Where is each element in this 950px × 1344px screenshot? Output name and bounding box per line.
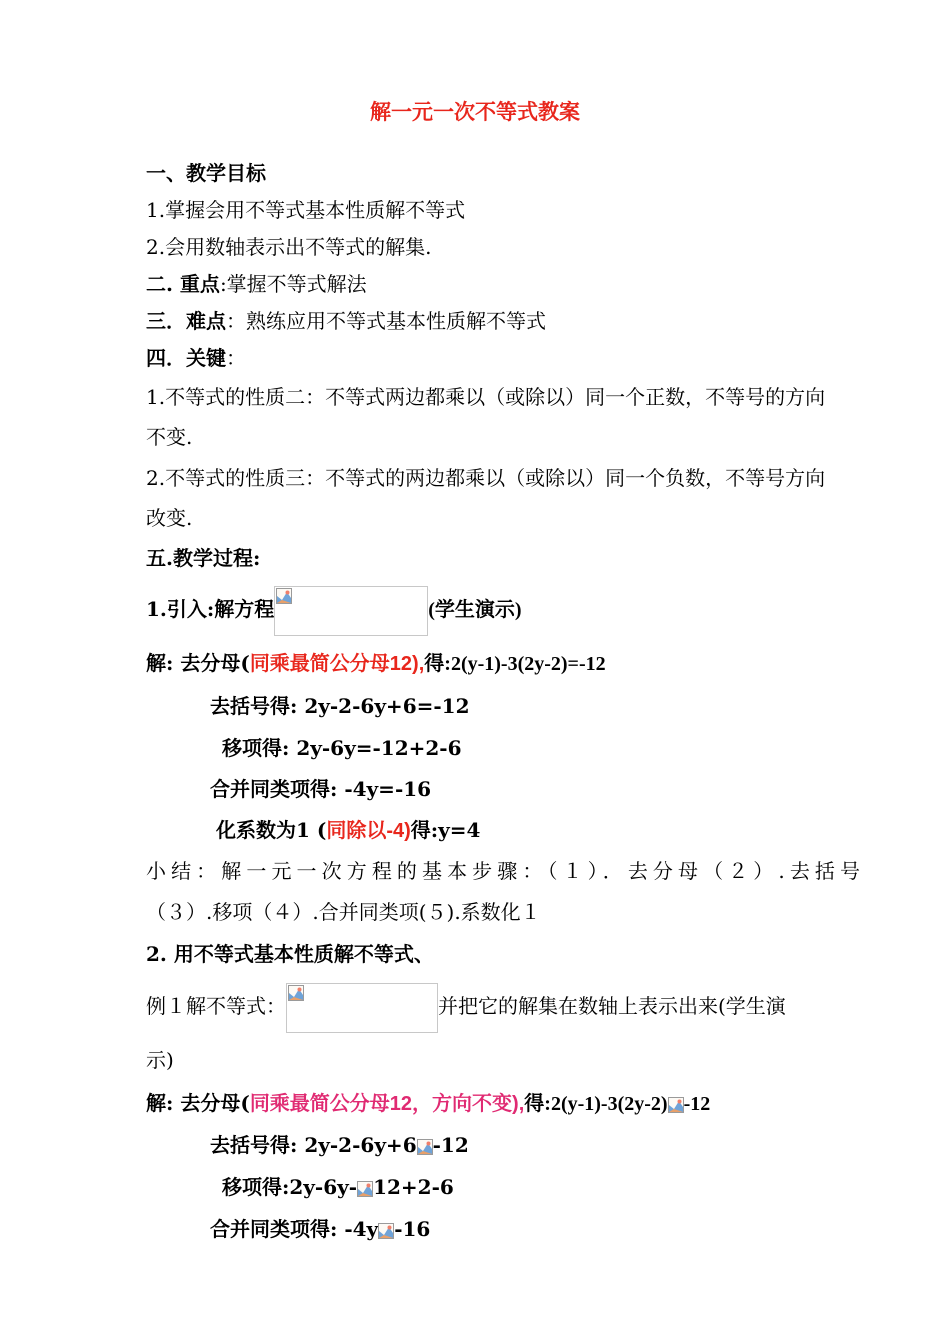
key-colon: ： — [226, 346, 246, 370]
broken-image-icon — [378, 1223, 394, 1239]
move-text: 移项得:2y-6y- — [222, 1175, 358, 1199]
summary-line-2: （３）.移项（４）.合并同类项(５).系数化１ — [146, 900, 541, 924]
section-heading-process: 五.教学过程: — [146, 546, 261, 570]
coefficient-result: 得:y=4 — [410, 818, 481, 842]
solution-1-note: 同乘最简公分母12), — [249, 653, 425, 675]
move-rhs: 12+2-6 — [373, 1175, 454, 1199]
solution-1-step-coefficient — [216, 816, 480, 845]
difficulty-label: 三．难点 — [146, 309, 226, 333]
coefficient-text: 化系数为1 ( — [216, 818, 327, 842]
difficulty-row — [146, 307, 546, 335]
broken-image-icon — [288, 985, 304, 1001]
objective-2: 2.会用数轴表示出不等式的解集. — [146, 235, 432, 259]
property-3-line-1: 2.不等式的性质三：不等式的两边都乘以（或除以）同一个负数，不等号方向 — [146, 466, 826, 490]
solution-2-step-move — [222, 1173, 454, 1201]
solution-1-result: 得:2(y-1)-3(2y-2)=-12 — [424, 653, 606, 675]
solution-2-step-expand — [210, 1131, 469, 1159]
equation-image-placeholder — [274, 586, 428, 636]
broken-image-icon — [668, 1097, 684, 1113]
solution-1-row — [146, 649, 606, 678]
solution-1-step-move: 移项得: 2y-6y=-12+2-6 — [222, 736, 462, 760]
solution-1-step-combine: 合并同类项得: -4y=-16 — [210, 777, 432, 801]
property-3-line-2: 改变. — [146, 506, 193, 530]
solution-2-step-combine — [210, 1215, 430, 1243]
example-1-label: 例１解不等式： — [146, 994, 286, 1018]
solution-1-start: 解: 去分母( — [146, 651, 250, 675]
key-label: 四．关键 — [146, 346, 226, 370]
part-2-heading: 2. 用不等式基本性质解不等式、 — [146, 942, 434, 966]
section-heading-objectives: 一、教学目标 — [146, 161, 266, 185]
summary-line-1-text: 小结：解一元一次方程的基本步骤：（１）．去分母（２）.去括号 — [146, 859, 860, 883]
example-1-row — [146, 981, 786, 1033]
example-1-continued: 示) — [146, 1048, 174, 1072]
expand-rhs: -12 — [432, 1133, 469, 1157]
property-2-line-1: 1.不等式的性质二：不等式两边都乘以（或除以）同一个正数，不等号的方向 — [146, 385, 826, 409]
property-2-line-2: 不变. — [146, 425, 193, 449]
solution-2-start: 解: 去分母( — [146, 1091, 250, 1115]
intro-row — [146, 584, 522, 636]
coefficient-note: 同除以-4) — [326, 820, 411, 842]
broken-image-icon — [357, 1181, 373, 1197]
combine-text: 合并同类项得: -4y — [210, 1217, 379, 1241]
combine-rhs: -16 — [394, 1217, 431, 1241]
intro-label: 1.引入:解方程 — [146, 597, 275, 621]
inequality-image-placeholder — [286, 983, 438, 1033]
document-title: 解一元一次不等式教案 — [370, 99, 580, 124]
objective-1: 1.掌握会用不等式基本性质解不等式 — [146, 198, 466, 222]
key-point-label: 二. 重点 — [146, 272, 220, 296]
solution-2-row — [146, 1089, 710, 1118]
key-point-text: :掌握不等式解法 — [219, 272, 367, 296]
solution-1-step-expand: 去括号得: 2y-2-6y+6=-12 — [210, 694, 470, 718]
broken-image-icon — [417, 1139, 433, 1155]
key-point-row — [146, 270, 367, 298]
difficulty-text: ：熟练应用不等式基本性质解不等式 — [226, 309, 546, 333]
solution-2-note: 同乘最简公分母12，方向不变), — [249, 1093, 525, 1115]
broken-image-icon — [276, 588, 292, 604]
intro-note: (学生演示) — [428, 599, 522, 621]
key-row — [146, 344, 246, 372]
solution-2-result: 得:2(y-1)-3(2y-2) — [524, 1093, 668, 1115]
expand-text: 去括号得: 2y-2-6y+6 — [210, 1133, 417, 1157]
solution-2-rhs: -12 — [683, 1093, 711, 1115]
example-1-instruction: 并把它的解集在数轴上表示出来(学生演 — [438, 994, 786, 1018]
summary-line-1 — [146, 857, 860, 885]
